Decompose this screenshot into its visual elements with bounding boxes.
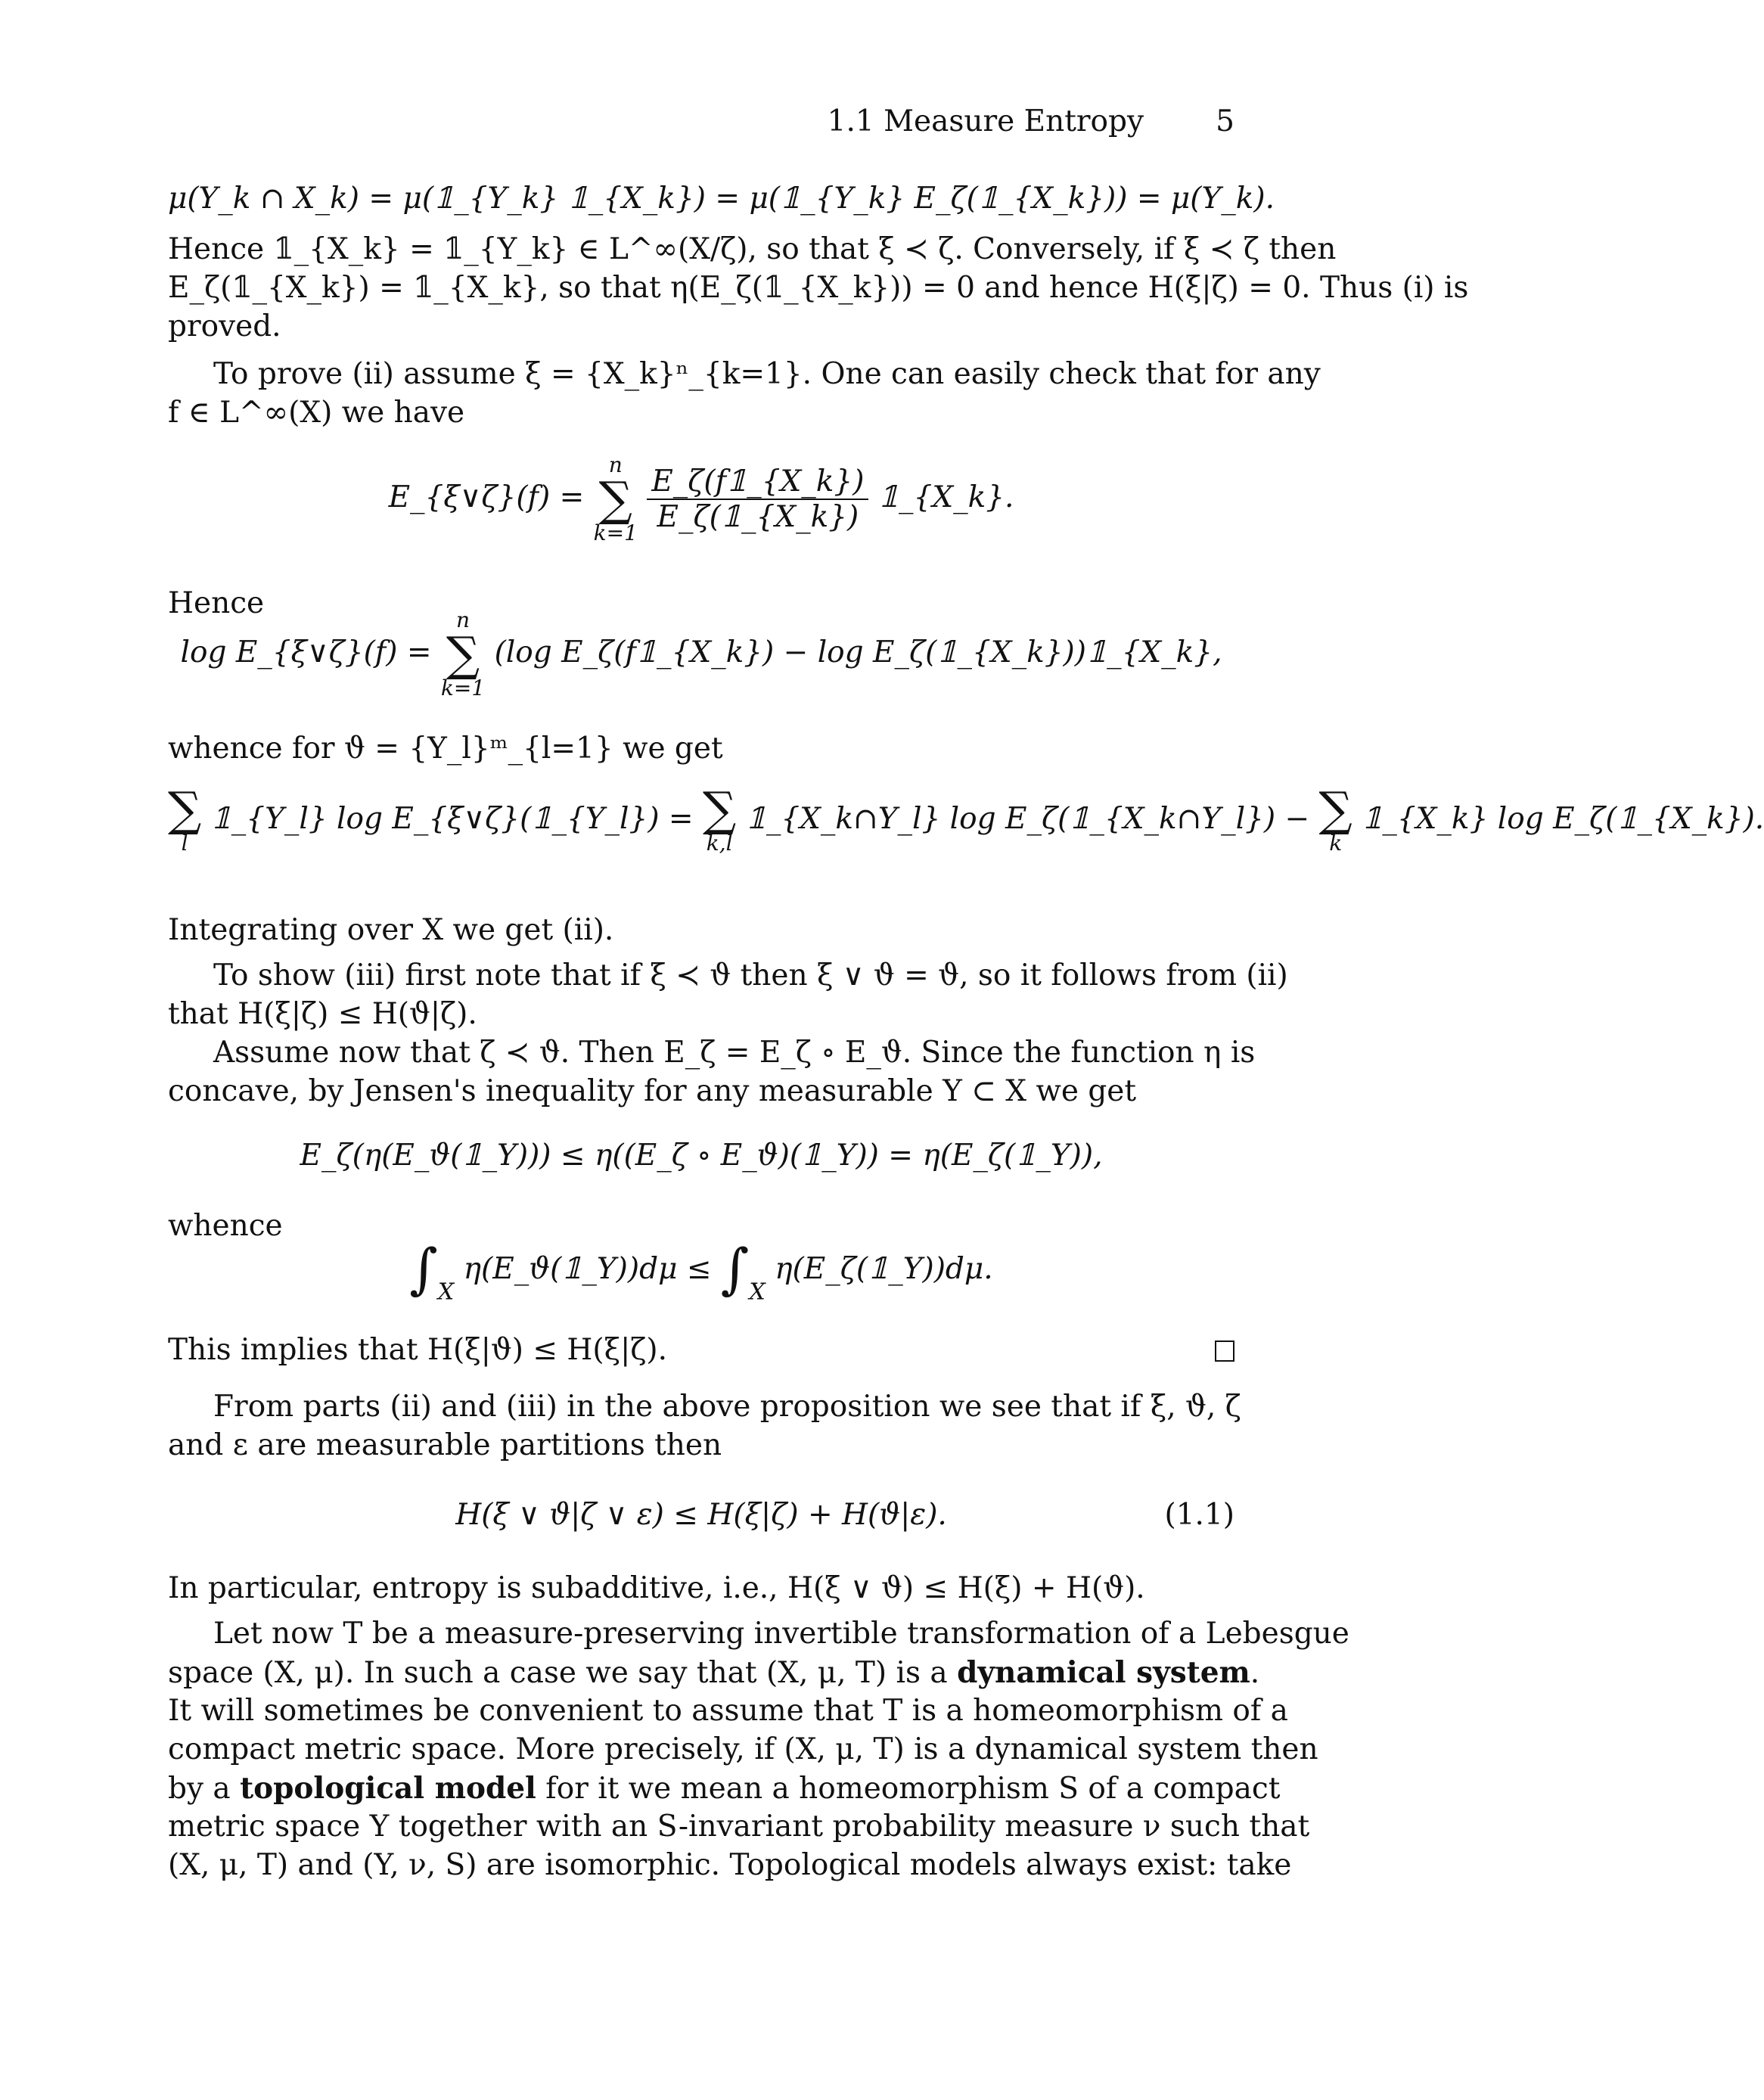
qed-box-icon <box>1215 1340 1234 1362</box>
paragraph-line: f ∈ L^∞(X) we have <box>168 396 465 430</box>
paragraph-line: Assume now that ζ ≺ ϑ. Then E_ζ = E_ζ ∘ E_ϑ. Since the function η is <box>213 1036 1256 1070</box>
paragraph-line: To prove (ii) assume ξ = {X_k}ⁿ_{k=1}. One can easily check that for any <box>213 357 1321 391</box>
sum-lower-limit: k=1 <box>593 520 638 545</box>
integral-symbol: $\int_X$ <box>720 1237 766 1306</box>
eq2-rhs: (log E_ζ(f𝟙_{X_k}) − log E_ζ(𝟙_{X_k}))𝟙_{X_k}, <box>494 635 1222 669</box>
sum-lower-limit: k <box>1329 831 1343 856</box>
sum-symbol: n ∑ k=1 <box>593 452 638 545</box>
sum-symbol: n ∑ k=1 <box>440 607 486 701</box>
eq1-lhs: E_{ξ∨ζ}(f) = <box>388 480 585 514</box>
running-header <box>168 104 1234 150</box>
paragraph-line: Hence 𝟙_{X_k} = 𝟙_{Y_k} ∈ L^∞(X/ζ), so that ξ ≺ ζ. Conversely, if ξ ≺ ζ then <box>168 232 1337 266</box>
paragraph-line: Let now T be a measure-preserving invertible transformation of a Lebesgue <box>213 1617 1349 1651</box>
sum-upper-limit: n <box>456 607 471 632</box>
paragraph-line: whence for ϑ = {Y_l}ᵐ_{l=1} we get <box>168 732 723 766</box>
paragraph-line <box>168 1654 1260 1692</box>
integral-symbol: $\int_X$ <box>409 1237 455 1306</box>
paragraph-line: To show (iii) first note that if ξ ≺ ϑ then ξ ∨ ϑ = ϑ, so it follows from (ii) <box>213 958 1288 993</box>
paragraph-line: From parts (ii) and (iii) in the above proposition we see that if ξ, ϑ, ζ <box>213 1390 1241 1424</box>
eq5-term1: η(E_ϑ(𝟙_Y))dμ ≤ <box>463 1252 712 1287</box>
paragraph-line: It will sometimes be convenient to assume that T is a homeomorphism of a <box>168 1694 1288 1728</box>
sum-lower-limit: k,l <box>706 831 733 856</box>
eq3-term3: 𝟙_{X_k} log E_ζ(𝟙_{X_k}). <box>1362 802 1764 836</box>
eq1-rhs: 𝟙_{X_k}. <box>877 480 1014 514</box>
sum-lower-limit: k=1 <box>440 676 486 701</box>
paragraph-line: proved. <box>168 309 281 343</box>
paragraph-line: E_ζ(𝟙_{X_k}) = 𝟙_{X_k}, so that η(E_ζ(𝟙_{X_k})) = 0 and hence H(ξ|ζ) = 0. Thus (i) is <box>168 271 1469 305</box>
paragraph-line: concave, by Jensen's inequality for any measurable Y ⊂ X we get <box>168 1074 1137 1108</box>
paragraph-line: that H(ξ|ζ) ≤ H(ϑ|ζ). <box>168 997 477 1031</box>
text-span: for it we mean a homeomorphism S of a compact <box>545 1772 1281 1806</box>
eq3-term2: 𝟙_{X_k∩Y_l} log E_ζ(𝟙_{X_k∩Y_l}) − <box>745 802 1310 836</box>
integral-domain: X <box>749 1278 766 1306</box>
fraction-numerator: E_ζ(f𝟙_{X_k}) <box>647 464 868 500</box>
eq3-term1: 𝟙_{Y_l} log E_{ξ∨ζ}(𝟙_{Y_l}) = <box>210 802 694 836</box>
paragraph-line: In particular, entropy is subadditive, i.e., H(ξ ∨ ϑ) ≤ H(ξ) + H(ϑ). <box>168 1571 1145 1605</box>
paragraph-line: compact metric space. More precisely, if (X, μ, T) is a dynamical system then <box>168 1732 1318 1766</box>
sum-symbol: ∑ l <box>168 781 202 856</box>
page-number: 5 <box>1216 104 1234 138</box>
sum-upper-limit: n <box>608 452 623 477</box>
text-span: space (X, μ). In such a case we say that (X, μ, T) is a <box>168 1656 948 1690</box>
equation-integrals <box>168 1237 1234 1305</box>
eq5-term2: η(E_ζ(𝟙_Y))dμ. <box>775 1252 993 1287</box>
paragraph-line: This implies that H(ξ|ϑ) ≤ H(ξ|ζ). <box>168 1333 667 1367</box>
fraction-denominator: E_ζ(𝟙_{X_k}) <box>657 500 859 534</box>
text-span: . <box>1250 1656 1260 1690</box>
section-title: 1.1 Measure Entropy <box>827 104 1144 138</box>
hence-label: Hence <box>168 586 265 620</box>
term-topological-model: topological model <box>240 1771 536 1806</box>
integral-domain: X <box>437 1278 455 1306</box>
whence-label: whence <box>168 1209 283 1243</box>
eq6-text: H(ξ ∨ ϑ|ζ ∨ ε) ≤ H(ξ|ζ) + H(ϑ|ε). <box>455 1498 947 1532</box>
equation-1-1 <box>168 1498 1234 1532</box>
paragraph-line: (X, μ, T) and (Y, ν, S) are isomorphic. Topological models always exist: take <box>168 1848 1292 1882</box>
paragraph-line: and ε are measurable partitions then <box>168 1428 722 1462</box>
equation-number: (1.1) <box>1164 1498 1234 1532</box>
paragraph-line <box>168 1769 1281 1808</box>
equation-log <box>168 609 1234 700</box>
fraction <box>647 464 868 534</box>
text-span: by a <box>168 1772 231 1806</box>
eq2-lhs: log E_{ξ∨ζ}(f) = <box>180 635 432 669</box>
equation-jensen: E_ζ(η(E_ϑ(𝟙_Y))) ≤ η((E_ζ ∘ E_ϑ)(𝟙_Y)) = η(E_ζ(𝟙_Y)), <box>300 1139 1103 1173</box>
equation-top: μ(Y_k ∩ X_k) = μ(𝟙_{Y_k} 𝟙_{X_k}) = μ(𝟙_{Y_k} E_ζ(𝟙_{X_k})) = μ(Y_k). <box>168 182 1275 216</box>
term-dynamical-system: dynamical system <box>957 1655 1250 1690</box>
equation-conditional-expectation <box>168 454 1234 545</box>
equation-sums <box>168 781 1764 856</box>
sum-symbol: ∑ k <box>1318 781 1353 856</box>
sum-lower-limit: l <box>181 831 188 856</box>
sum-symbol: ∑ k,l <box>703 781 737 856</box>
paragraph-line: metric space Y together with an S-invariant probability measure ν such that <box>168 1810 1310 1844</box>
paragraph-line: Integrating over X we get (ii). <box>168 913 614 947</box>
